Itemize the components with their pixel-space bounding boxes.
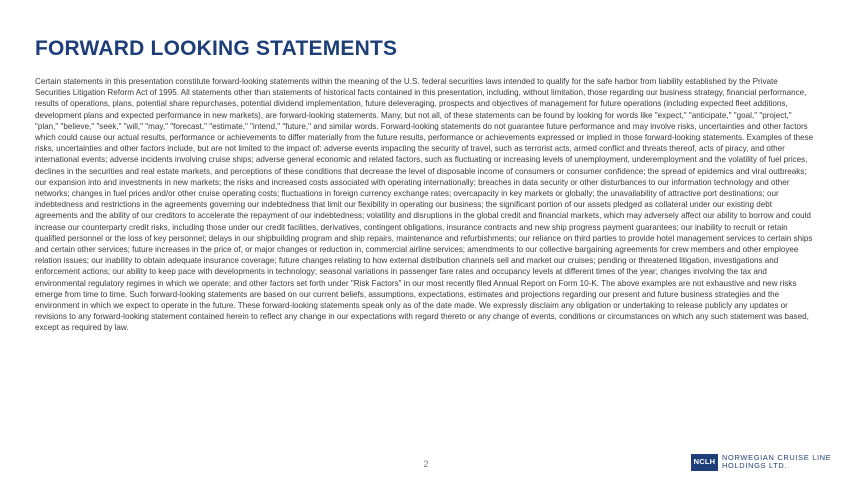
- company-logo: [691, 451, 831, 473]
- logo-mark-text: NCLH: [693, 457, 716, 467]
- page-number: 2: [423, 459, 429, 469]
- logo-line-1: NORWEGIAN CRUISE LINE: [722, 452, 832, 462]
- slide-title: FORWARD LOOKING STATEMENTS: [35, 37, 398, 60]
- logo-mark: [691, 454, 718, 471]
- disclaimer-paragraph: Certain statements in this presentation constitute forward-looking statements within the meaning of the U.S. federal securities laws intended to qualify for the safe harbor from liability established by the Private Securities Litigation Reform Act of 1995. All statements other than statements of historical facts contained in this presentation, including, without limitation, those regarding our business strategy, financial performance, results of operations, plans, potential share repurchases, potential dividend implementation, future deleveraging, prospects and objectives of management for future operations (including expected fleet additions, development plans and expected performance in new markets), are forward-looking statements. Many, but not all, of these statements can be found by looking for words like "expect," "anticipate," "goal," "project," "plan," "believe," "seek," "will," "may," "forecast," "estimate," "intend," "future," and similar words. Forward-looking statements do not guarantee future performance and may involve risks, uncertainties and other factors which could cause our actual results, performance or achievements to differ materially from the future results, performance or achievements expressed or implied in those forward-looking statements. Examples of these risks, uncertainties and other factors include, but are not limited to the impact of: adverse events impacting the security of travel, such as terrorist acts, armed conflict and threats thereof, acts of piracy, and other international events; adverse incidents involving cruise ships; adverse general economic and related factors, such as fluctuating or increasing levels of unemployment, underemployment and the volatility of fuel prices, declines in the securities and real estate markets, and perceptions of these conditions that decrease the level of disposable income of consumers or consumer confidence; the spread of epidemics and viral outbreaks; our expansion into and investments in new markets; the risks and increased costs associated with operating internationally; breaches in data security or other disturbances to our information technology and other networks; changes in fuel prices and/or other cruise operating costs; fluctuations in foreign currency exchange rates; overcapacity in key markets or globally; the unavailability of attractive port destinations; our indebtedness and restrictions in the agreements governing our indebtedness that limit our flexibility in operating our business; the significant portion of our assets pledged as collateral under our existing debt agreements and the ability of our creditors to accelerate the repayment of our indebtedness; volatility and disruptions in the global credit and financial markets, which may adversely affect our ability to borrow and could increase our counterparty credit risks, including those under our credit facilities, derivatives, contingent obligations, insurance contracts and new ship progress payment guarantees; our inability to recruit or retain qualified personnel or the loss of key personnel; delays in our shipbuilding program and ship repairs, maintenance and refurbishments; our reliance on third parties to provide hotel management services to certain ships and certain other services; future increases in the price of, or major changes or reduction in, commercial airline services; amendments to our collective bargaining agreements for crew members and other employee relation issues; our inability to obtain adequate insurance coverage; future changes relating to how external distribution channels sell and market our cruises; pending or threatened litigation, investigations and enforcement actions; our ability to keep pace with developments in technology; seasonal variations in passenger fare rates and occupancy levels at different times of the year; changes involving the tax and environmental regulatory regimes in which we operate; and other factors set forth under "Risk Factors" in our most recently filed Annual Report on Form 10-K. The above examples are not exhaustive and new risks emerge from time to time. Such forward-looking statements are based on our current beliefs, assumptions, expectations, estimates and projections regarding our present and future business strategies and the environment in which we expect to operate in the future. These forward-looking statements speak only as of the date made. We expressly disclaim any obligation or undertaking to release publicly any updates or revisions to any forward-looking statement contained herein to reflect any change in our expectations with regard thereto or any change of events, conditions or circumstances on which any such statement was based, except as required by law.: [35, 77, 814, 333]
- logo-wordmark: [722, 454, 831, 471]
- logo-line-2: HOLDINGS LTD.: [722, 461, 788, 470]
